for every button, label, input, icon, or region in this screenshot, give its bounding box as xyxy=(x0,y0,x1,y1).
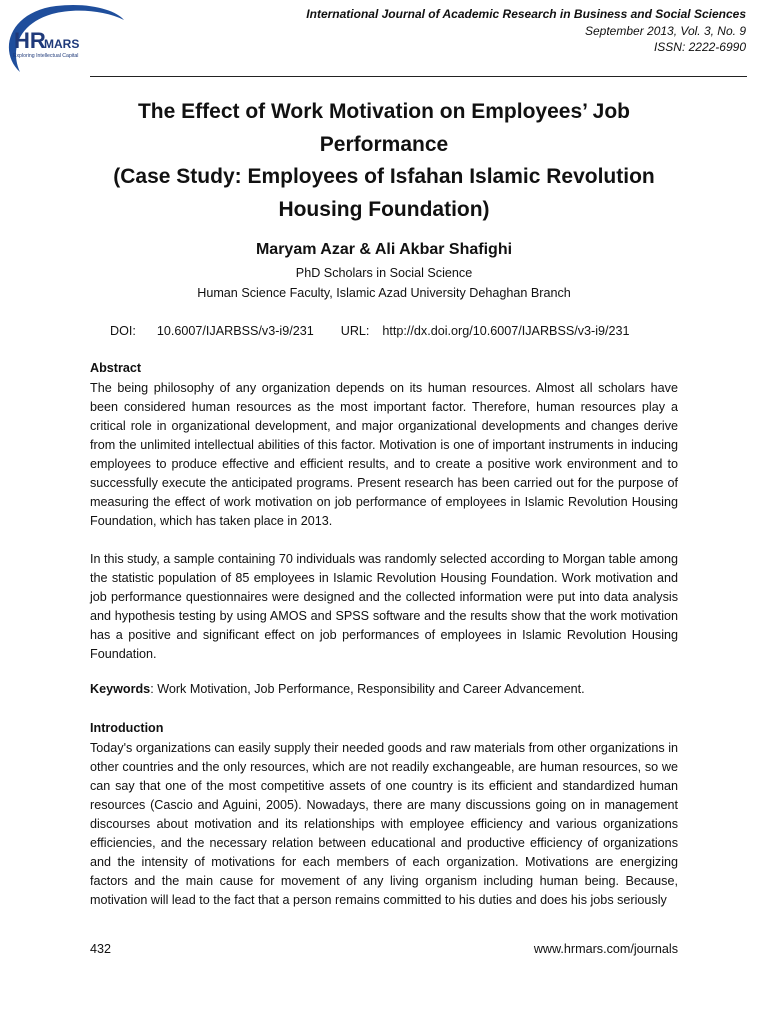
authors: Maryam Azar & Ali Akbar Shafighi xyxy=(255,241,513,258)
svg-text:MARS: MARS xyxy=(44,37,80,51)
title-line: (Case Study: Employees of Isfahan Islamic Revolution xyxy=(113,165,655,188)
url-link[interactable]: http://dx.doi.org/10.6007/IJARBSS/v3-i9/231 xyxy=(382,324,630,338)
abstract-paragraph: The being philosophy of any organization depends on its human resources. Almost all scholars have been considered human resources as the most important factor. Therefore, human resources play a critical role in organizational development, and major organizational developments and changes derive from the unlimited intellectual abilities of this factor. Motivation is one of important instruments in inducing employees to produce effective and efficient results, and to create a positive work environment and to successfully execute the anticipated programs. Present research has been carried out for the purpose of measuring the effect of work motivation on job performance of employees in Islamic Revolution Housing Foundation, which has taken place in 2013. xyxy=(90,381,678,528)
abstract-heading: Abstract xyxy=(90,361,142,375)
doi-value[interactable]: 10.6007/IJARBSS/v3-i9/231 xyxy=(156,324,314,338)
title-line: Performance xyxy=(319,132,449,156)
affiliation: Human Science Faculty, Islamic Azad University Dehaghan Branch xyxy=(197,286,571,300)
footer-website[interactable]: www.hrmars.com/journals xyxy=(533,942,678,956)
journal-issue: September 2013, Vol. 3, No. 9 xyxy=(585,23,746,38)
journal-name: International Journal of Academic Research in Business and Social Sciences xyxy=(306,7,746,21)
paper-title xyxy=(80,96,688,226)
header-rule xyxy=(90,76,747,77)
abstract-paragraph: In this study, a sample containing 70 individuals was randomly selected according to Morgan table among the statistic population of 85 employees in Islamic Revolution Housing Foundation. Work motivation and job performance questionnaires were designed and the collected information were put into data analysis and hypothesis testing by using AMOS and SPSS software and the results show that the work motivation has a positive and significant effect on job performances of employees in Islamic Revolution Housing Foundation. xyxy=(90,552,678,661)
url-label: URL: xyxy=(340,324,370,338)
svg-text:HR: HR xyxy=(14,28,46,53)
affiliation: PhD Scholars in Social Science xyxy=(295,266,473,280)
page-number: 432 xyxy=(90,942,112,956)
keywords-text: : Work Motivation, Job Performance, Responsibility and Career Advancement. xyxy=(150,682,585,696)
doi-label: DOI: xyxy=(110,324,136,338)
doi-line xyxy=(110,324,630,338)
introduction-heading: Introduction xyxy=(90,721,164,735)
keywords xyxy=(90,682,585,696)
hrmars-logo xyxy=(4,2,126,80)
svg-text:Exploring Intellectual Capital: Exploring Intellectual Capital xyxy=(13,53,79,59)
journal-header xyxy=(306,6,746,56)
title-line: The Effect of Work Motivation on Employees’ Job xyxy=(137,100,630,123)
keywords-label: Keywords xyxy=(90,682,151,696)
journal-issn: ISSN: 2222-6990 xyxy=(653,40,746,54)
introduction-paragraph: Today's organizations can easily supply their needed goods and raw materials from other organizations in other countries and the only resources, which are not readily exchangeable, are human resources, so we can say that one of the most competitive assets of one country is its efficient and standardized human resources (Cascio and Aguini, 2005). Nowadays, there are many discussions going on in management discourses about motivation and its relationships with employee efficiency and various organizations efficiencies, and the necessary relation between educational and productive efficiency of organizations and the intensity of motivations for each members of each organization. Motivations are energizing factors and the main cause for movement of any living organism including human being. Because, motivation will lead to the fact that a person remains committed to his duties and does his jobs seriously xyxy=(90,741,678,907)
title-line: Housing Foundation) xyxy=(278,197,490,221)
